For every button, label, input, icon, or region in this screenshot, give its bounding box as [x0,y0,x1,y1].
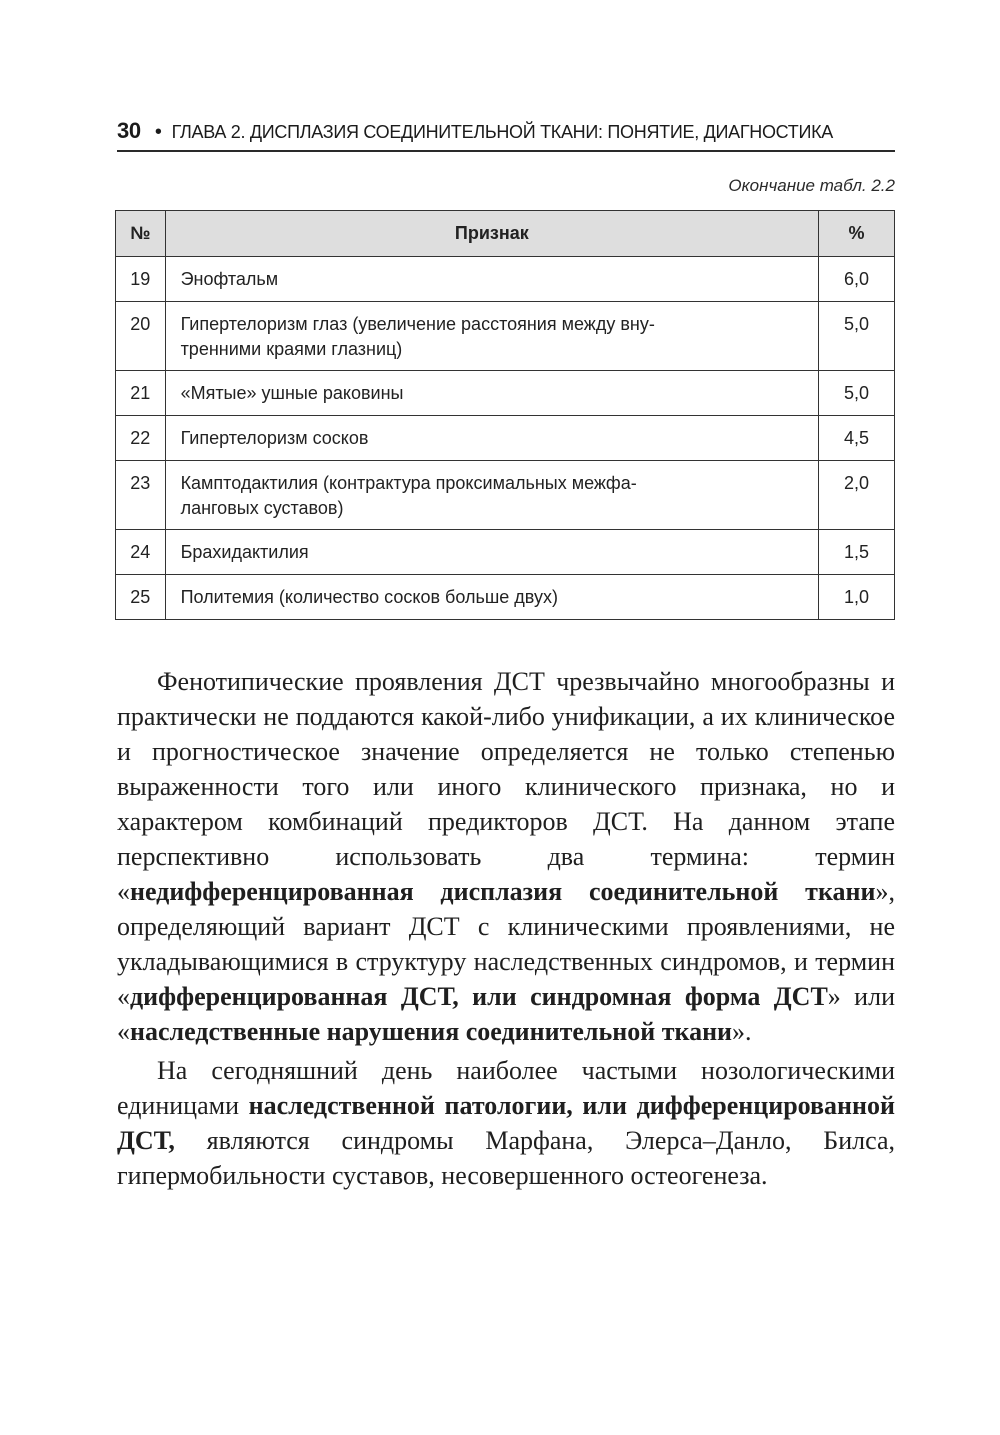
row-number: 20 [116,302,166,371]
running-header [117,118,895,144]
row-sign: Гипертелоризм сосков [165,416,819,461]
paragraph-text: На сегодняшний день наиболее частыми нозологическими единицами [117,1056,895,1120]
table-row [116,416,895,461]
table-header-row [116,211,895,257]
column-header-percent: % [819,211,895,257]
row-sign: Энофтальм [165,257,819,302]
chapter-title: ГЛАВА 2. ДИСПЛАЗИЯ СОЕДИНИТЕЛЬНОЙ ТКАНИ: ПОНЯТИЕ, ДИАГНОСТИКА [171,122,833,142]
table-row [116,302,895,371]
bold-term: недифференцированная дисплазия соединительной ткани [130,877,876,906]
row-number: 21 [116,371,166,416]
table-row [116,371,895,416]
column-header-sign: Признак [165,211,819,257]
paragraph-text: » или « [117,982,895,1046]
row-percent: 2,0 [819,461,895,530]
row-number: 25 [116,575,166,620]
paragraph [117,1053,895,1193]
row-sign: Гипертелоризм глаз (увеличение расстояния между вну- тренними краями глазниц) [165,302,819,371]
row-number: 19 [116,257,166,302]
row-percent: 6,0 [819,257,895,302]
bold-term: наследственной патологии, или дифференцированной ДСТ, [117,1091,895,1155]
bold-term: наследственные нарушения соединительной ткани [130,1017,733,1046]
table-row [116,461,895,530]
row-percent: 1,5 [819,530,895,575]
paragraph-text: Фенотипические проявления ДСТ чрезвычайно многообразны и практически не поддаются какой-либо унификации, а их клиническое и прогностическое значение определяется не только степенью выраженности того или иного клинического признака, но и характером комбинаций предикторов ДСТ. На данном этапе перспективно использовать два термина: термин « [117,667,895,906]
paragraph-text: являются синдромы Марфана, Элерса–Данло, Билса, гипермобильности суставов, несовершенного остеогенеза. [117,1126,895,1190]
row-percent: 4,5 [819,416,895,461]
row-number: 24 [116,530,166,575]
header-bullet: • [154,121,162,143]
signs-table [115,210,895,620]
row-sign: Брахидактилия [165,530,819,575]
column-header-number: № [116,211,166,257]
row-sign: Камптодактилия (контрактура проксимальных межфа- ланговых суставов) [165,461,819,530]
row-percent: 1,0 [819,575,895,620]
body-text [117,664,895,1193]
row-number: 22 [116,416,166,461]
table-row [116,575,895,620]
row-percent: 5,0 [819,371,895,416]
paragraph [117,664,895,1049]
table-caption: Окончание табл. 2.2 [728,176,895,195]
paragraph-text: », определяющий вариант ДСТ с клиническими проявлениями, не укладывающимися в структуру наследственных синдромов, и термин « [117,877,895,1011]
bold-term: дифференцированная ДСТ, или синдромная форма ДСТ [130,982,828,1011]
table-row [116,257,895,302]
paragraph-text: ». [732,1017,752,1046]
row-percent: 5,0 [819,302,895,371]
page-number: 30 [117,118,141,143]
table-row [116,530,895,575]
row-number: 23 [116,461,166,530]
row-sign: «Мятые» ушные раковины [165,371,819,416]
header-divider [117,150,895,152]
row-sign: Политемия (количество сосков больше двух) [165,575,819,620]
